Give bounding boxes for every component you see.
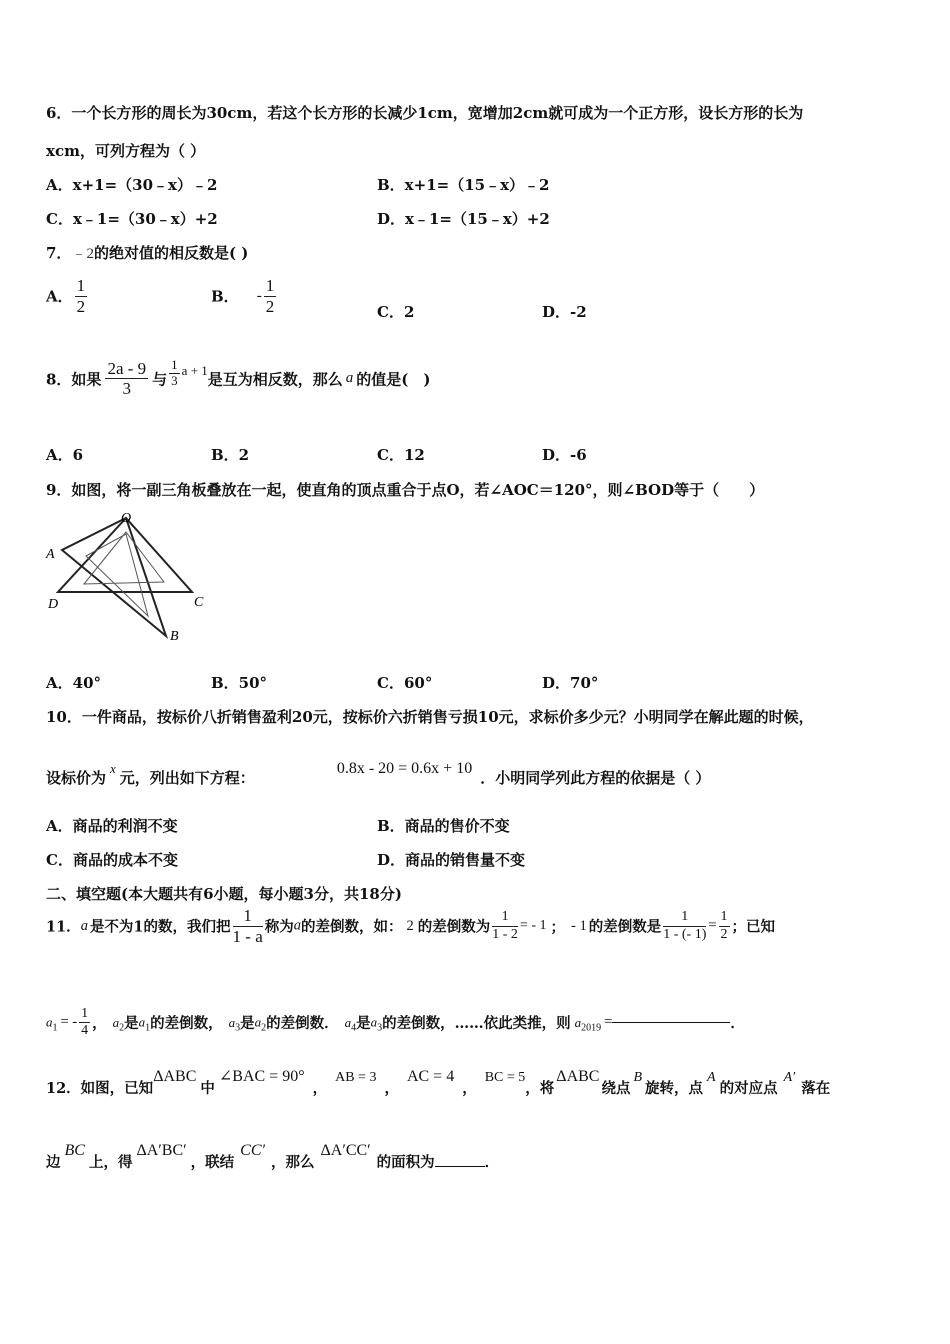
q7-option-c[interactable]: C．2 bbox=[377, 303, 415, 321]
section-2-heading: 二、填空题(本大题共有6小题，每小题3分，共18分) bbox=[46, 885, 402, 903]
q9-triangles-figure bbox=[40, 508, 220, 648]
q11-reciprocal-fraction: $\frac{1}{1 - a}$ bbox=[232, 906, 263, 946]
q8-fraction-2: $\frac{1}{3}$ bbox=[171, 357, 178, 388]
q7-stem: 7．﹣2的绝对值的相反数是( ) bbox=[46, 244, 249, 262]
q10-option-c[interactable]: C．商品的成本不变 bbox=[46, 851, 178, 869]
q8-stem: 8．如果 $\frac{2a - 9}{3}$ 与 $\frac{1}{3}$ a + 1是互为相反数，那么 a 的值是( ) bbox=[46, 357, 431, 399]
q12-answer-blank[interactable] bbox=[435, 1166, 485, 1167]
q11-line2: $a_1$ = - $\frac{1}{4}$ ， $a_2$是$a_1$的差倒数， $a_3$是$a_2$的差倒数． $a_4$是$a_3$的差倒数，……依此类推，则 $a_{2019}$ = ． bbox=[46, 1006, 745, 1039]
q10-equation: 0.8x - 20 = 0.6x + 10 bbox=[336, 760, 473, 777]
q8-option-d[interactable]: D．-6 bbox=[542, 446, 587, 464]
q8-fraction-1: $\frac{2a - 9}{3}$ bbox=[107, 358, 147, 399]
q7-option-b[interactable]: B． - $\frac{1}{2}$ bbox=[211, 276, 275, 316]
q8-option-a[interactable]: A．6 bbox=[46, 446, 84, 464]
q6-option-c[interactable]: C．x﹣1=（30﹣x）+2 bbox=[46, 210, 218, 228]
q6-line1: 6．一个长方形的周长为30cm，若这个长方形的长减少1cm，宽增加2cm就可成为一个正方形，设长方形的长为 bbox=[46, 104, 804, 122]
q10-option-b[interactable]: B．商品的售价不变 bbox=[377, 817, 510, 835]
q7-option-d[interactable]: D．-2 bbox=[542, 303, 587, 321]
q7-expr: ﹣2 bbox=[71, 246, 94, 262]
q6-line2: xcm，可列方程为（ ） bbox=[46, 142, 206, 160]
q10-option-a[interactable]: A．商品的利润不变 bbox=[46, 817, 178, 835]
triangle-ocd bbox=[58, 518, 192, 592]
label-b: B bbox=[170, 629, 179, 644]
label-o: O bbox=[121, 511, 132, 526]
q6-option-a[interactable]: A．x+1=（30﹣x）﹣2 bbox=[46, 176, 218, 194]
q10-option-d[interactable]: D．商品的销售量不变 bbox=[377, 851, 526, 869]
q12-line2: 边BC上，得ΔA′BC′，联结CC′，那么ΔA′CC′的面积为 ． bbox=[46, 1142, 500, 1171]
q10-line2: 设标价为x元，列出如下方程：0.8x - 20 = 0.6x + 10．小明同学列此方程的依据是（ ） bbox=[46, 760, 711, 787]
q8-option-b[interactable]: B．2 bbox=[211, 446, 250, 464]
q9-option-d[interactable]: D．70° bbox=[542, 674, 599, 692]
q7-option-a[interactable]: A． $\frac{1}{2}$ bbox=[46, 276, 86, 316]
triangle-oab bbox=[62, 518, 166, 636]
q6-option-d[interactable]: D．x﹣1=（15﹣x）+2 bbox=[377, 210, 550, 228]
label-d: D bbox=[48, 597, 59, 612]
q7-b-fraction: $\frac{1}{2}$ bbox=[265, 276, 275, 316]
q6-option-b[interactable]: B．x+1=（15﹣x）﹣2 bbox=[377, 176, 550, 194]
label-a: A bbox=[46, 547, 55, 562]
q9-stem: 9．如图，将一副三角板叠放在一起，使直角的顶点重合于点O，若∠AOC＝120°，则∠BOD等于（ ） bbox=[46, 481, 765, 499]
q11-answer-blank[interactable] bbox=[612, 1022, 730, 1023]
q7-a-fraction: $\frac{1}{2}$ bbox=[76, 276, 86, 316]
q8-option-c[interactable]: C．12 bbox=[377, 446, 425, 464]
q9-option-b[interactable]: B．50° bbox=[211, 674, 268, 692]
label-c: C bbox=[194, 595, 204, 610]
q11-line1: 11．a 是不为1的数，我们把 $\frac{1}{1 - a}$ 称为a的差倒数，如： 2 的差倒数为 $\frac{1}{1 - 2}$ = - 1 ； - 1 的差倒数是 $\frac{1}{1 - (- 1)}$ = $\frac{1}{2}$ ；已知 bbox=[46, 906, 776, 946]
q9-option-a[interactable]: A．40° bbox=[46, 674, 102, 692]
q10-line1: 10．一件商品，按标价八折销售盈利20元，按标价六折销售亏损10元，求标价多少元？小明同学在解此题的时候， bbox=[46, 708, 814, 726]
q12-line1: 12．如图，已知ΔABC中∠BAC = 90°，AB = 3，AC = 4，BC = 5，将ΔABC绕点B旋转，点A的对应点A′落在 bbox=[46, 1068, 831, 1097]
q9-option-c[interactable]: C．60° bbox=[377, 674, 433, 692]
